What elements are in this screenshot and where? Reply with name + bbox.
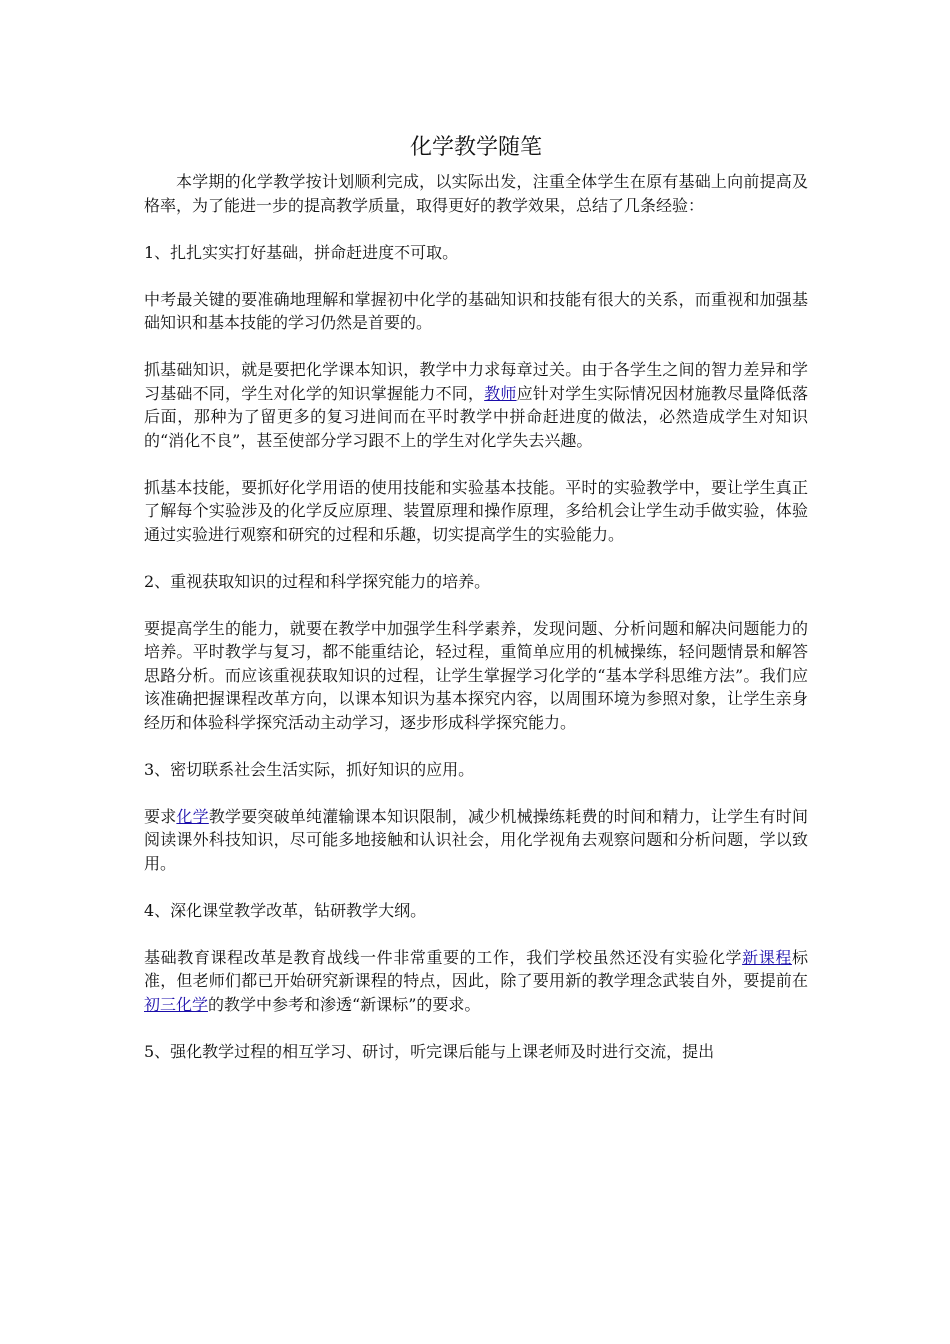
intro-paragraph: 本学期的化学教学按计划顺利完成，以实际出发，注重全体学生在原有基础上向前提高及格率，为了能进一步的提高教学质量，取得更好的教学效果，总结了几条经验： — [144, 172, 808, 215]
paragraph-3: 抓基本技能，要抓好化学用语的使用技能和实验基本技能。平时的实验教学中，要让学生真正了解每个实验涉及的化学反应原理、装置原理和操作原理，多给机会让学生动手做实验，体验通过实验进行观察和研究的过程和乐趣，切实提高学生的实验能力。 — [144, 477, 808, 544]
teacher-link[interactable]: 教师 — [484, 383, 517, 403]
new-curriculum-link[interactable]: 新课程 — [742, 947, 792, 967]
paragraph-2 — [144, 358, 808, 452]
paragraph-6-text-a: 基础教育课程改革是教育战线一件非常重要的工作，我们学校虽然还没有实验化学 — [144, 947, 743, 967]
grade-9-chemistry-link[interactable]: 初三化学 — [144, 994, 209, 1014]
paragraph-2-text-a: 抓基础知识，就是要把化学课本知识，教学中力求每章过关。由于各学生之间的智力差异和学习基础不同，学生对化学的知识掌握能力不同， — [144, 360, 808, 403]
document-title: 化学教学随笔 — [409, 135, 542, 160]
paragraph-5-text-b: 教学要突破单纯灌输课本知识限制，减少机械操练耗费的时间和精力，让学生有时间阅读课外科技知识，尽可能多地接触和认识社会，用化学视角去观察问题和分析问题，学以致用。 — [144, 806, 808, 873]
paragraph-4: 要提高学生的能力，就要在教学中加强学生科学素养，发现问题、分析问题和解决问题能力的培养。平时教学与复习，都不能重结论，轻过程，重简单应用的机械操练，轻问题情景和解答思路分析。而应该重视获取知识的过程，让学生掌握学习化学的“基本学科思维方法”。我们应该准确把握课程改革方向，以课本知识为基本探究内容，以周围环境为参照对象，让学生亲身经历和体验科学探究活动主动学习，逐步形成科学探究能力。 — [144, 618, 808, 732]
section-heading-5: 5、强化教学过程的相互学习、研讨，听完课后能与上课老师及时进行交流，提出 — [144, 1041, 715, 1061]
paragraph-6-text-b: 标准，但老师们都已开始研究新课程的特点，因此，除了要用新的教学理念武装自外，要提前在 — [144, 947, 808, 990]
section-heading-2: 2、重视获取知识的过程和科学探究能力的培养。 — [144, 571, 491, 591]
paragraph-5-text-a: 要求 — [144, 806, 177, 826]
section-heading-3: 3、密切联系社会生活实际，抓好知识的应用。 — [144, 759, 475, 779]
paragraph-1: 中考最关键的要准确地理解和掌握初中化学的基础知识和技能有很大的关系，而重视和加强基础知识和基本技能的学习仍然是首要的。 — [144, 289, 808, 332]
section-heading-4: 4、深化课堂教学改革，钻研教学大纲。 — [144, 900, 427, 920]
paragraph-6 — [144, 946, 808, 1017]
document-page — [144, 128, 808, 1087]
paragraph-2-text-b: 应针对学生实际情况因材施教尽量降低落后面，那种为了留更多的复习进间而在平时教学中拼命赶进度的做法，必然造成学生对知识的“消化不良”，甚至使部分学习跟不上的学生对化学失去兴趣。 — [144, 383, 808, 450]
paragraph-5 — [144, 805, 808, 876]
paragraph-6-text-c: 的教学中参考和渗透“新课标”的要求。 — [208, 994, 481, 1014]
section-heading-1: 1、扎扎实实打好基础，拼命赶进度不可取。 — [144, 242, 459, 262]
chemistry-link[interactable]: 化学 — [176, 806, 209, 826]
